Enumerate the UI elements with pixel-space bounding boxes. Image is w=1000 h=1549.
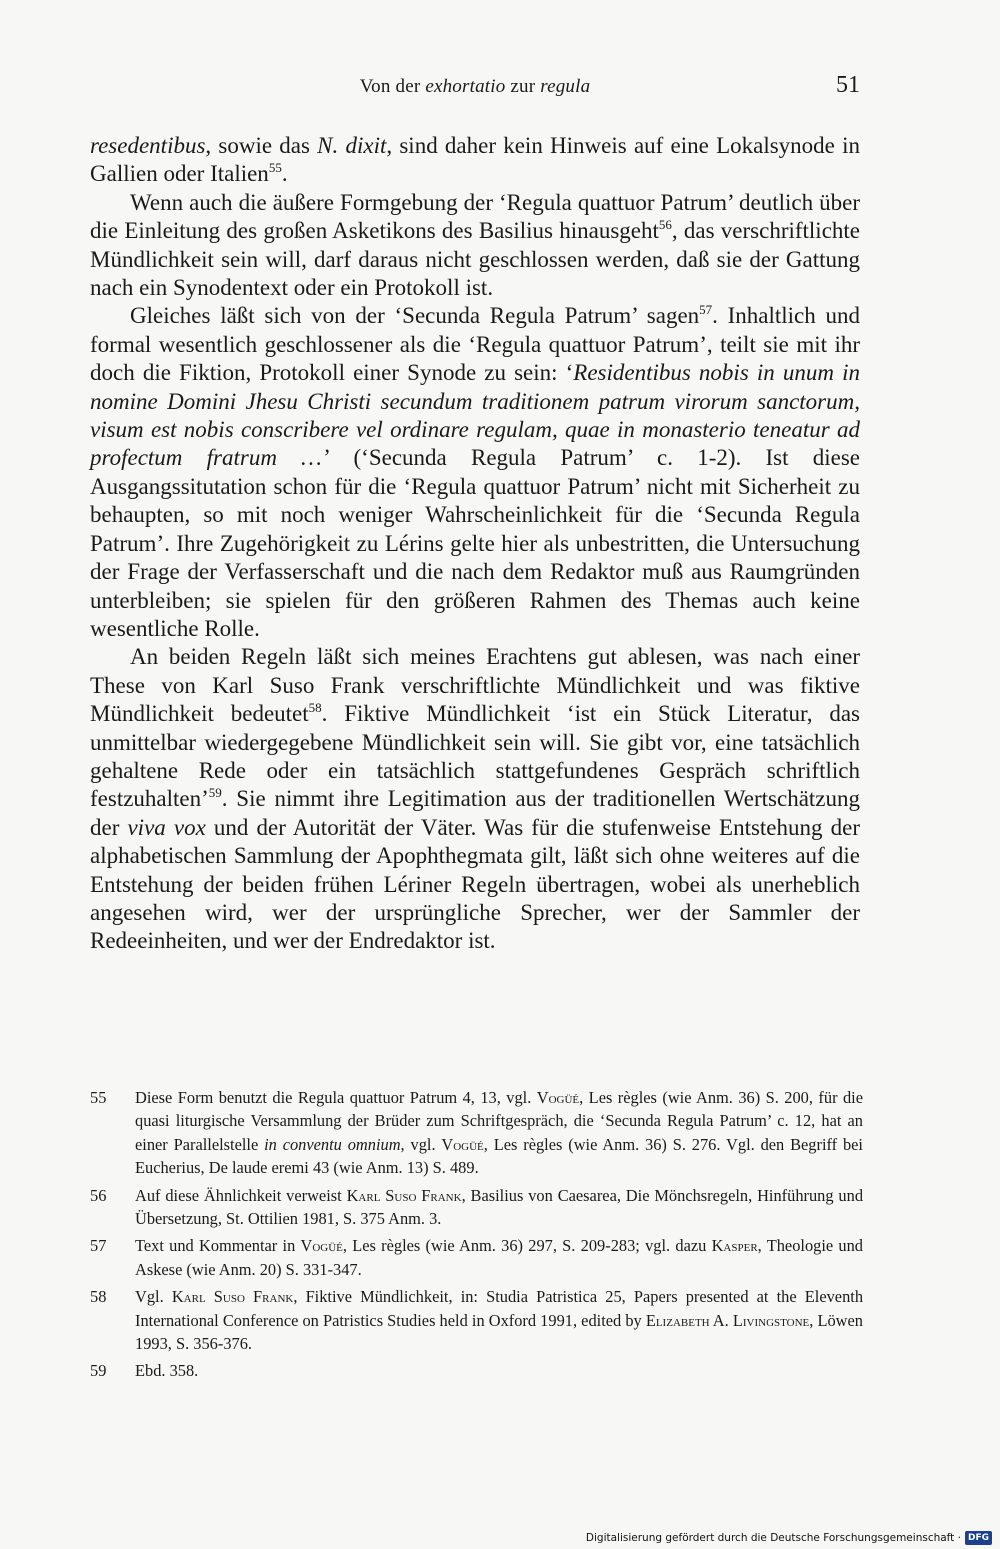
footnote-number: 58	[90, 1287, 107, 1307]
italic-text: Residentibus nobis in unum in nomine Domini Jhesu Christi secundum traditionem patrum virorum sanctorum, visum est nobis conscribere vel ordinare regulam, quae in monasterio teneatur ad profectum fratrum …’	[90, 360, 860, 471]
text-run: , Les règles (wie Anm. 36) S. 200, für die quasi liturgische Versammlung der Brüder zum Schriftgespräch, die ‘Secunda Regula Patrum’ c. 12, hat an einer Parallelstelle	[135, 1088, 863, 1154]
footnote-marker: 56	[658, 217, 672, 233]
author-name: Elizabeth A. Livingstone	[645, 1310, 810, 1330]
running-title-italic: regula	[540, 76, 591, 97]
footnote-marker: 55	[268, 160, 282, 176]
running-title-part: zur	[505, 76, 541, 97]
text-run: .	[281, 161, 288, 187]
text-run: , Les règles (wie Anm. 36) 297, S. 209-283; vgl. dazu	[342, 1236, 712, 1256]
text-run: . Sie nimmt ihre Legitimation aus der traditionellen Wertschätzung der	[90, 786, 860, 840]
text-run: Auf diese Ähnlichkeit verweist	[135, 1185, 347, 1205]
text-run: . Fiktive Mündlichkeit ‘ist ein Stück Literatur, das unmittelbar wiedergegebene Mündlichkeit sein will. Sie gibt vor, eine tatsächlich gehaltene Rede oder ein tatsächlich stattgefundenes Gespräch schriftlich festzuhalten’	[90, 701, 861, 812]
author-name: Vogüé	[441, 1134, 484, 1154]
author-name: Kasper	[711, 1236, 758, 1256]
text-run: , sowie das	[205, 133, 318, 158]
footnote-text	[135, 1287, 863, 1353]
text-run: Text und Kommentar in	[135, 1236, 301, 1256]
text-run: , Fiktive Mündlichkeit, in: Studia Patristica 25, Papers presented at the Eleventh International Conference on Patristics Studies held in Oxford 1991, edited by	[135, 1287, 864, 1330]
page-number: 51	[836, 72, 860, 98]
text-run: Diese Form benutzt die Regula quattuor Patrum 4, 13, vgl.	[135, 1088, 537, 1107]
italic-text: resedentibus	[90, 133, 206, 158]
footnote	[90, 1086, 863, 1180]
running-title-part: Von der	[359, 76, 426, 97]
author-name: Vogüé	[536, 1088, 580, 1107]
footnote	[90, 1184, 863, 1231]
dfg-logo-icon: DFG	[965, 1531, 992, 1545]
footnote-marker: 57	[699, 302, 713, 318]
text-run: , vgl.	[400, 1134, 442, 1154]
text-run: und der Autorität der Väter. Was für die stufenweise Entstehung der alphabetischen Sammlung der Apophthegmata gilt, läßt sich ohne weiteres auf die Entstehung der beiden frühen Lériner Regeln übertragen, wobei als unerheblich angesehen wird, wer der ursprüngliche Sprecher, wer der Sammler der Redeeinheiten, und wer der Endredaktor ist.	[90, 814, 860, 954]
text-run: , Basilius von Caesarea, Die Mönchsregeln, Hinführung und Übersetzung, St. Ottilien 1981, S. 375 Anm. 3.	[135, 1185, 864, 1229]
body-text	[90, 132, 860, 956]
author-name: Vogüé	[300, 1236, 343, 1256]
footnote-number: 57	[90, 1236, 107, 1256]
footnote-text	[135, 1361, 198, 1380]
text-run: , sind daher kein Hinweis auf eine Lokalsynode in Gallien oder Italien	[90, 133, 860, 187]
footnote-text	[135, 1186, 863, 1228]
text-run: , Löwen 1993, S. 356-376.	[135, 1310, 863, 1354]
footnote-number: 59	[90, 1361, 107, 1381]
italic-text: viva vox	[127, 814, 206, 840]
running-title-italic: exhortatio	[425, 76, 506, 97]
footnote-marker: 59	[208, 785, 222, 801]
footnote-number: 56	[90, 1185, 107, 1205]
digitization-credit	[586, 1531, 992, 1545]
credit-text: Digitalisierung gefördert durch die Deutsche Forschungsgemeinschaft ·	[585, 1532, 961, 1544]
text-run: . Inhaltlich und formal wesentlich geschlossener als die ‘Regula quattuor Patrum’, teilt sie mit ihr doch die Fiktion, Protokoll einer Synode zu sein: ‘	[90, 303, 860, 386]
text-run: , das verschriftlichte Mündlichkeit sein will, darf daraus nicht geschlossen werden, daß sie der Gattung nach ein Synodentext oder ein Protokoll ist.	[90, 218, 861, 301]
text-run: Ebd. 358.	[135, 1361, 199, 1381]
paragraph	[90, 189, 860, 303]
footnote	[90, 1234, 863, 1281]
text-run: , Les règles (wie Anm. 36) S. 276. Vgl. den Begriff bei Eucherius, De laude eremi 43 (wie Anm. 13) S. 489.	[135, 1134, 863, 1178]
footnote	[90, 1285, 863, 1355]
running-title	[90, 76, 860, 98]
text-run: (‘Secunda Regula Patrum’ c. 1-2). Ist diese Ausgangssitutation schon für die ‘Regula quattuor Patrum’ nicht mit Sicherheit zu behaupten, so mit noch weniger Wahrscheinlichkeit für die ‘Secunda Regula Patrum’. Ihre Zugehörigkeit zu Lérins gelte hier als unbestritten, die Untersuchung der Frage der Verfasserschaft und die nach dem Redaktor muß aus Raumgründen unterbleiben; sie spielen für den größeren Rahmen des Themas auch keine wesentliche Rolle.	[90, 445, 860, 641]
text-run: , Theologie und Askese (wie Anm. 20) S. 331-347.	[135, 1236, 863, 1279]
paragraph	[90, 302, 860, 643]
author-name: Karl Suso Frank	[171, 1287, 294, 1307]
text-run: Gleiches läßt sich von der ‘Secunda Regula Patrum’ sagen	[130, 303, 700, 329]
italic-text: N. dixit	[317, 133, 387, 158]
footnotes	[90, 1086, 863, 1387]
paragraph	[90, 132, 860, 189]
page-header	[90, 72, 860, 108]
author-name: Karl Suso Frank	[346, 1185, 462, 1205]
italic-text: in conventu omnium	[264, 1134, 401, 1154]
text-run: Vgl.	[135, 1287, 172, 1307]
footnote-marker: 58	[308, 700, 322, 716]
footnote-text	[135, 1236, 863, 1278]
paragraph	[90, 643, 860, 955]
footnote-number: 55	[90, 1088, 107, 1107]
text-run: Wenn auch die äußere Formgebung der ‘Regula quattuor Patrum’ deutlich über die Einleitung des großen Asketikons des Basilius hinausgeht	[90, 189, 860, 244]
text-run: An beiden Regeln läßt sich meines Erachtens gut ablesen, was nach einer These von Karl Suso Frank verschriftlichte Mündlichkeit und was fiktive Mündlichkeit bedeutet	[90, 644, 860, 727]
footnote-text	[135, 1088, 863, 1177]
footnote	[90, 1359, 863, 1382]
